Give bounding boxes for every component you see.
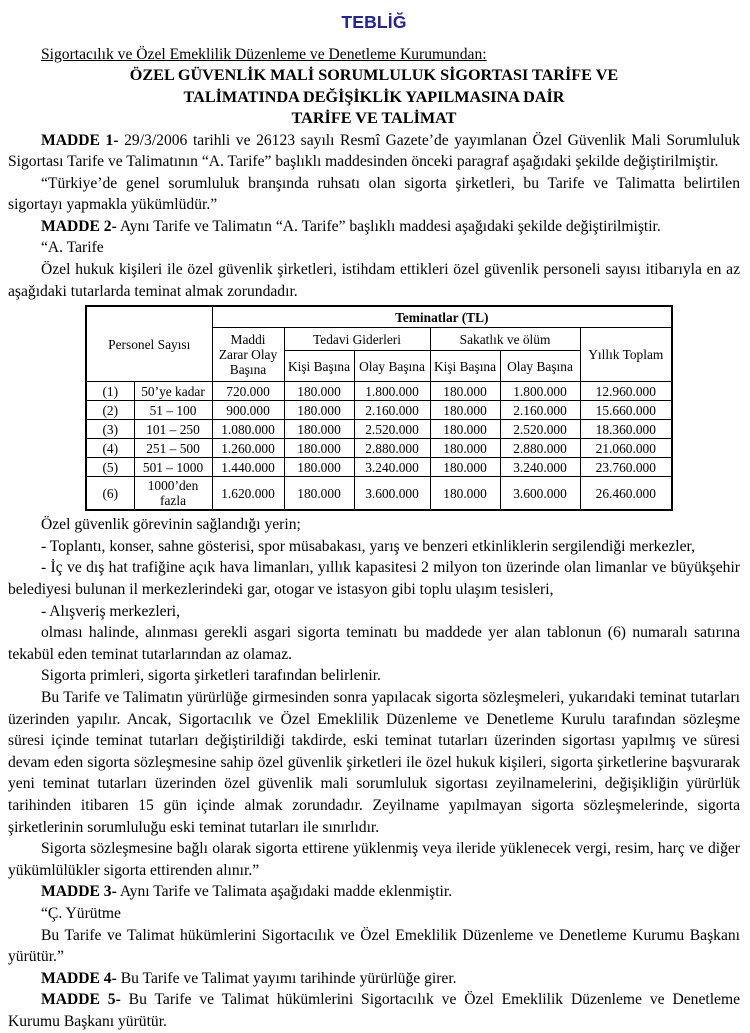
- table-cell: 2.880.000: [354, 439, 430, 458]
- table-cell: 180.000: [284, 382, 354, 401]
- table-header-row: [86, 306, 672, 328]
- table-cell: 180.000: [284, 420, 354, 439]
- paragraph: Özel güvenlik görevinin sağlandığı yerin;: [41, 516, 301, 534]
- header-personel-sayisi: Personel Sayısı: [86, 306, 212, 382]
- document-heading-line-2: TALİMATINDA DEĞİŞİKLİK YAPILMASINA DAİR: [183, 87, 565, 106]
- paragraph-list-item: - İç ve dış hat trafiğine açık hava limanları, yıllık kapasitesi 2 milyon ton üzerinde olan limanlar ve büyükşehir belediyesi bulunan il merkezlerindeki gar, otogar ve istasyon gibi toplu ulaşım tesisleri,: [8, 559, 740, 599]
- table-cell: (1): [86, 382, 134, 401]
- table-cell: 15.660.000: [580, 401, 672, 420]
- table-cell: 1.620.000: [212, 477, 284, 511]
- document-heading-line-3: TARİFE VE TALİMAT: [291, 109, 457, 127]
- table-cell: 251 – 500: [134, 439, 212, 458]
- table-cell: (2): [86, 401, 134, 420]
- table-cell: 3.240.000: [500, 458, 580, 477]
- issuer-line-text: Sigortacılık ve Özel Emeklilik Düzenleme ve Denetleme Kurumundan:: [41, 46, 487, 63]
- paragraph-madde-1: MADDE 1- 29/3/2006 tarihli ve 26123 sayılı Resmî Gazete’de yayımlanan Özel Güvenlik Mali Sorumluluk Sigortası Tarife ve Talimatının “A. Tarife” başlıklı maddesinden önceki paragraf aşağıdaki şekilde değiştirilmiştir.: [8, 131, 740, 171]
- paragraph: Bu Tarife ve Talimat hükümlerini Sigortacılık ve Özel Emeklilik Düzenleme ve Denetleme Kurumu Başkanı yürütür.”: [8, 926, 740, 966]
- table-row: [86, 401, 672, 420]
- table-cell: 1000’den fazla: [134, 477, 212, 511]
- teminat-table: [85, 305, 673, 511]
- table-row: [86, 382, 672, 401]
- paragraph-madde-5: MADDE 5- Bu Tarife ve Talimat hükümlerini Sigortacılık ve Özel Emeklilik Düzenleme ve Denetleme Kurumu Başkanı yürütür.: [8, 991, 740, 1030]
- paragraph-madde-3: MADDE 3- Aynı Tarife ve Talimata aşağıdaki madde eklenmiştir.: [41, 883, 453, 901]
- header-olay-basina: Olay Başına: [500, 351, 580, 382]
- header-sakatlik-olum: Sakatlık ve ölüm: [430, 328, 580, 351]
- page-title: TEBLİĞ: [341, 12, 407, 32]
- document-body: [8, 130, 740, 1033]
- table-cell: 501 – 1000: [134, 458, 212, 477]
- table-cell: 900.000: [212, 401, 284, 420]
- table-cell: 1.800.000: [500, 382, 580, 401]
- table-cell: (3): [86, 420, 134, 439]
- table-cell: 180.000: [430, 458, 500, 477]
- paragraph: “A. Tarife: [41, 239, 104, 257]
- document-heading-line-1: ÖZEL GÜVENLİK MALİ SORUMLULUK SİGORTASI TARİFE VE: [129, 66, 619, 84]
- paragraph: “Türkiye’de genel sorumluluk branşında ruhsatı olan sigorta şirketleri, bu Tarife ve Talimatta belirtilen sigortayı yapmakla yükümlüdür.”: [8, 174, 740, 214]
- table-cell: 51 – 100: [134, 401, 212, 420]
- table-cell: 2.160.000: [354, 401, 430, 420]
- header-yillik-toplam: Yıllık Toplam: [580, 328, 672, 382]
- table-cell: 23.760.000: [580, 458, 672, 477]
- table-cell: 2.520.000: [500, 420, 580, 439]
- table-cell: 2.520.000: [354, 420, 430, 439]
- paragraph-madde-2: MADDE 2- Aynı Tarife ve Talimatın “A. Tarife” başlıklı maddesi aşağıdaki şekilde değiştirilmiştir.: [41, 217, 661, 235]
- table-cell: 720.000: [212, 382, 284, 401]
- paragraph: “Ç. Yürütme: [41, 904, 121, 922]
- table-cell: 180.000: [284, 477, 354, 511]
- table-cell: (6): [86, 477, 134, 511]
- madde-4-label: MADDE 4-: [41, 969, 117, 987]
- table-cell: 50’ye kadar: [134, 382, 212, 401]
- paragraph: olması halinde, alınması gerekli asgari sigorta teminatı bu maddede yer alan tablonun (6) numaralı satırına tekabül eden teminat tutarlarından az olamaz.: [8, 624, 740, 663]
- table-cell: 180.000: [430, 439, 500, 458]
- table-cell: 101 – 250: [134, 420, 212, 439]
- header-maddi-zarar: Maddi Zarar Olay Başına: [212, 328, 284, 382]
- table-cell: 1.080.000: [212, 420, 284, 439]
- table-cell: 180.000: [430, 401, 500, 420]
- table-cell: 180.000: [284, 401, 354, 420]
- table-row: [86, 458, 672, 477]
- table-cell: 2.880.000: [500, 439, 580, 458]
- table-cell: 180.000: [430, 477, 500, 511]
- madde-5-label: MADDE 5-: [41, 991, 121, 1009]
- table-cell: 3.600.000: [354, 477, 430, 511]
- paragraph: Sigorta primleri, sigorta şirketleri tarafından belirlenir.: [41, 667, 381, 685]
- paragraph-madde-4: MADDE 4- Bu Tarife ve Talimat yayımı tarihinde yürürlüğe girer.: [41, 969, 457, 987]
- table-cell: 3.600.000: [500, 477, 580, 511]
- header-kisi-basina: Kişi Başına: [284, 351, 354, 382]
- table-cell: 18.360.000: [580, 420, 672, 439]
- table-cell: 12.960.000: [580, 382, 672, 401]
- paragraph: Sigorta sözleşmesine bağlı olarak sigorta ettirene yüklenmiş veya ileride yüklenecek vergi, resim, harç ve diğer yükümlülükler sigorta ettirenden alınır.”: [8, 840, 740, 879]
- table-cell: 2.160.000: [500, 401, 580, 420]
- header-tedavi-giderleri: Tedavi Giderleri: [284, 328, 430, 351]
- table-cell: 1.800.000: [354, 382, 430, 401]
- table-cell: 21.060.000: [580, 439, 672, 458]
- header-teminatlar: Teminatlar (TL): [212, 306, 672, 328]
- table-cell: 26.460.000: [580, 477, 672, 511]
- table-cell: 180.000: [430, 382, 500, 401]
- table-row: [86, 420, 672, 439]
- table-cell: 1.440.000: [212, 458, 284, 477]
- table-cell: 1.260.000: [212, 439, 284, 458]
- table-cell: 3.240.000: [354, 458, 430, 477]
- table-cell: 180.000: [284, 439, 354, 458]
- issuer-line: [8, 46, 740, 64]
- table-row: [86, 439, 672, 458]
- paragraph: Bu Tarife ve Talimatın yürürlüğe girmesinden sonra yapılacak sigorta sözleşmeleri, yukarıdaki teminat tutarları üzerinden yapılır. Ancak, Sigortacılık ve Özel Emeklilik Düzenleme ve Denetleme Kurulu tarafından sözleşme süresi içinde teminat tutarları değiştirildiği takdirde, eski teminat tutarları üzerinden sigortası yapılmış ve süresi devam eden sigorta sözleşmesine sahip özel güvenlik şirketleri ile özel hukuk kişileri, sigorta şirketlerine başvurarak yeni teminat tutarları üzerinden özel güvenlik mali sorumluluk sigortası zeyilnamelerini, değişikliğin yürürlük tarihinden itibaren 15 gün içinde almak zorundadır. Zeyilname yapılmayan sigorta sözleşmelerinde, sigorta şirketlerinin sorumluluğu eski teminat tutarları ile sınırlıdır.: [8, 689, 740, 836]
- document-heading: [8, 65, 740, 130]
- madde-2-label: MADDE 2-: [41, 217, 117, 235]
- paragraph: Özel hukuk kişileri ile özel güvenlik şirketleri, istihdam ettikleri özel güvenlik personeli sayısı itibarıyla en az aşağıdaki tutarlarda teminat almak zorundadır.: [8, 261, 740, 300]
- paragraph-list-item: - Alışveriş merkezleri,: [41, 602, 180, 620]
- paragraph-list-item: - Toplantı, konser, sahne gösterisi, spor müsabakası, yarış ve benzeri etkinliklerin sergilendiği merkezler,: [41, 537, 696, 555]
- table-cell: 180.000: [284, 458, 354, 477]
- table-row: [86, 477, 672, 511]
- table-cell: 180.000: [430, 420, 500, 439]
- madde-3-label: MADDE 3-: [41, 883, 117, 901]
- madde-1-label: MADDE 1-: [41, 131, 119, 149]
- table-cell: (5): [86, 458, 134, 477]
- header-kisi-basina: Kişi Başına: [430, 351, 500, 382]
- header-olay-basina: Olay Başına: [354, 351, 430, 382]
- table-cell: (4): [86, 439, 134, 458]
